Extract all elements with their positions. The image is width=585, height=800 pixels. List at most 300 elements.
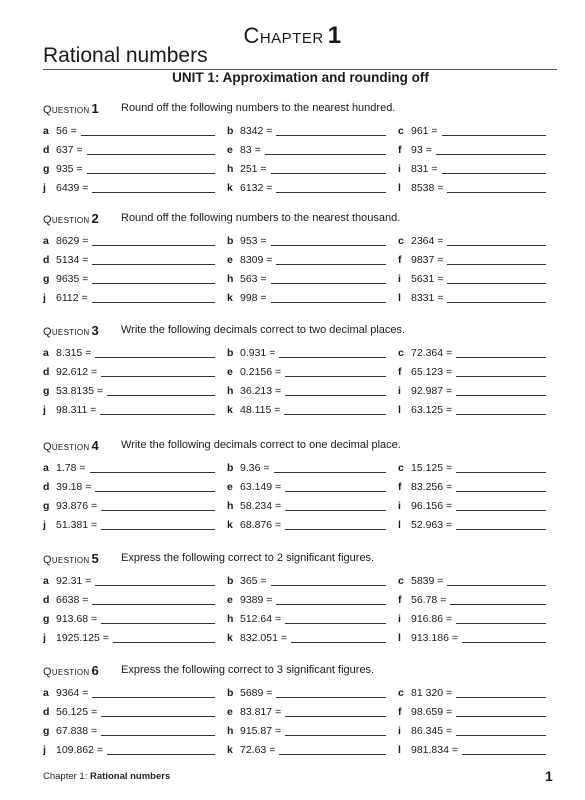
exercise-item bbox=[398, 481, 558, 493]
exercise-row bbox=[43, 159, 563, 178]
exercise-item bbox=[227, 182, 398, 194]
answer-line[interactable] bbox=[447, 182, 546, 193]
item-expression: 935 = bbox=[56, 162, 83, 175]
answer-line[interactable] bbox=[92, 235, 215, 246]
answer-line[interactable] bbox=[81, 125, 215, 136]
item-letter: f bbox=[398, 480, 402, 493]
question-word: Question bbox=[43, 440, 90, 453]
exercise-item bbox=[227, 575, 398, 587]
item-expression: 915.87 = bbox=[240, 724, 282, 737]
question-block bbox=[43, 98, 563, 197]
answer-line[interactable] bbox=[285, 500, 386, 511]
item-letter: g bbox=[43, 612, 50, 625]
item-letter: e bbox=[227, 705, 233, 718]
item-expression: 65.123 = bbox=[411, 365, 453, 378]
item-expression: 5134 = bbox=[56, 253, 89, 266]
item-expression: 9635 = bbox=[56, 272, 89, 285]
answer-line[interactable] bbox=[276, 254, 386, 265]
answer-line[interactable] bbox=[276, 125, 386, 136]
chapter-word: Chapter bbox=[243, 23, 324, 48]
exercise-item bbox=[398, 163, 558, 175]
exercise-item bbox=[227, 500, 398, 512]
item-letter: g bbox=[43, 272, 50, 285]
answer-line[interactable] bbox=[271, 163, 386, 174]
exercise-item bbox=[43, 462, 227, 474]
exercise-row bbox=[43, 609, 563, 628]
item-expression: 9364 = bbox=[56, 686, 89, 699]
item-letter: a bbox=[43, 234, 49, 247]
answer-line[interactable] bbox=[92, 687, 215, 698]
exercise-item bbox=[227, 366, 398, 378]
answer-line[interactable] bbox=[92, 273, 215, 284]
answer-line[interactable] bbox=[100, 404, 215, 415]
item-letter: h bbox=[227, 272, 234, 285]
question-number: 3 bbox=[91, 322, 100, 338]
answer-line[interactable] bbox=[456, 519, 546, 530]
answer-line[interactable] bbox=[274, 462, 387, 473]
item-expression: 93 = bbox=[411, 143, 432, 156]
answer-line[interactable] bbox=[442, 163, 546, 174]
answer-line[interactable] bbox=[271, 235, 386, 246]
item-expression: 52.963 = bbox=[411, 518, 453, 531]
exercise-row bbox=[43, 400, 563, 419]
answer-line[interactable] bbox=[107, 744, 215, 755]
answer-line[interactable] bbox=[284, 404, 386, 415]
item-letter: j bbox=[43, 518, 46, 531]
answer-line[interactable] bbox=[107, 385, 215, 396]
item-expression: 5839 = bbox=[411, 574, 444, 587]
answer-line[interactable] bbox=[462, 632, 546, 643]
exercise-item bbox=[398, 366, 558, 378]
exercise-item bbox=[227, 519, 398, 531]
exercise-row bbox=[43, 590, 563, 609]
item-letter: d bbox=[43, 365, 50, 378]
exercise-row bbox=[43, 496, 563, 515]
section-title: Rational numbers bbox=[43, 44, 208, 67]
answer-line[interactable] bbox=[456, 366, 546, 377]
item-letter: i bbox=[398, 612, 401, 625]
exercise-item bbox=[398, 613, 558, 625]
exercise-item bbox=[227, 385, 398, 397]
answer-line[interactable] bbox=[265, 144, 386, 155]
item-expression: 83.817 = bbox=[240, 705, 282, 718]
item-letter: c bbox=[398, 686, 404, 699]
item-letter: g bbox=[43, 724, 50, 737]
answer-line[interactable] bbox=[95, 575, 215, 586]
exercise-item bbox=[43, 385, 227, 397]
answer-line[interactable] bbox=[447, 273, 546, 284]
exercise-row bbox=[43, 140, 563, 159]
exercise-item bbox=[398, 144, 558, 156]
item-expression: 36.213 = bbox=[240, 384, 282, 397]
answer-line[interactable] bbox=[450, 594, 546, 605]
question-instruction: Round off the following numbers to the nearest hundred. bbox=[121, 102, 396, 114]
answer-line[interactable] bbox=[447, 575, 546, 586]
answer-line[interactable] bbox=[447, 292, 546, 303]
answer-line[interactable] bbox=[92, 182, 215, 193]
item-expression: 563 = bbox=[240, 272, 267, 285]
answer-line[interactable] bbox=[95, 481, 215, 492]
page-footer bbox=[43, 771, 170, 782]
question-word: Question bbox=[43, 325, 90, 338]
exercise-item bbox=[398, 519, 558, 531]
item-expression: 63.125 = bbox=[411, 403, 453, 416]
item-expression: 98.659 = bbox=[411, 705, 453, 718]
exercise-item bbox=[227, 706, 398, 718]
item-expression: 86.345 = bbox=[411, 724, 453, 737]
item-letter: k bbox=[227, 631, 233, 644]
item-letter: k bbox=[227, 403, 233, 416]
exercise-row bbox=[43, 381, 563, 400]
answer-line[interactable] bbox=[456, 404, 546, 415]
item-expression: 8.315 = bbox=[56, 346, 92, 359]
item-expression: 1925.125 = bbox=[56, 631, 109, 644]
answer-line[interactable] bbox=[276, 594, 386, 605]
item-expression: 93.876 = bbox=[56, 499, 98, 512]
answer-line[interactable] bbox=[456, 613, 546, 624]
item-letter: a bbox=[43, 574, 49, 587]
item-expression: 92.987 = bbox=[411, 384, 453, 397]
question-number: 4 bbox=[91, 437, 100, 453]
exercise-item bbox=[227, 594, 398, 606]
exercise-item bbox=[227, 404, 398, 416]
exercise-item bbox=[43, 613, 227, 625]
exercise-item bbox=[398, 125, 558, 137]
item-letter: e bbox=[227, 593, 233, 606]
answer-line[interactable] bbox=[285, 725, 386, 736]
item-expression: 5631 = bbox=[411, 272, 444, 285]
question-word: Question bbox=[43, 665, 90, 678]
answer-line[interactable] bbox=[285, 481, 386, 492]
question-label bbox=[43, 663, 121, 678]
item-letter: f bbox=[398, 143, 402, 156]
item-expression: 96.156 = bbox=[411, 499, 453, 512]
exercise-row bbox=[43, 121, 563, 140]
answer-line[interactable] bbox=[279, 347, 386, 358]
exercise-item bbox=[227, 254, 398, 266]
item-expression: 981.834 = bbox=[411, 743, 459, 756]
item-expression: 56.78 = bbox=[411, 593, 447, 606]
question-label bbox=[43, 101, 121, 116]
answer-line[interactable] bbox=[101, 613, 215, 624]
item-letter: b bbox=[227, 346, 234, 359]
item-letter: d bbox=[43, 593, 50, 606]
item-expression: 512.64 = bbox=[240, 612, 282, 625]
answer-line[interactable] bbox=[456, 347, 546, 358]
item-letter: c bbox=[398, 346, 404, 359]
exercise-row bbox=[43, 269, 563, 288]
answer-line[interactable] bbox=[442, 125, 546, 136]
chapter-number: 1 bbox=[327, 22, 342, 49]
answer-line[interactable] bbox=[101, 706, 215, 717]
question-instruction: Express the following correct to 2 significant figures. bbox=[121, 552, 375, 564]
answer-line[interactable] bbox=[456, 687, 546, 698]
exercise-item bbox=[43, 366, 227, 378]
question-instruction: Express the following correct to 3 significant figures. bbox=[121, 664, 375, 676]
exercise-item bbox=[227, 144, 398, 156]
question-instruction: Round off the following numbers to the nearest thousand. bbox=[121, 212, 401, 224]
item-expression: 953 = bbox=[240, 234, 267, 247]
exercise-item bbox=[398, 725, 558, 737]
item-expression: 53.8135 = bbox=[56, 384, 104, 397]
item-letter: e bbox=[227, 253, 233, 266]
exercise-item bbox=[43, 519, 227, 531]
item-expression: 8538 = bbox=[411, 181, 444, 194]
item-expression: 913.68 = bbox=[56, 612, 98, 625]
answer-line[interactable] bbox=[92, 254, 215, 265]
exercise-row bbox=[43, 702, 563, 721]
item-expression: 5689 = bbox=[240, 686, 273, 699]
item-letter: i bbox=[398, 499, 401, 512]
exercise-row bbox=[43, 343, 563, 362]
item-letter: b bbox=[227, 234, 234, 247]
answer-line[interactable] bbox=[92, 292, 215, 303]
exercise-item bbox=[227, 744, 398, 756]
answer-line[interactable] bbox=[87, 144, 215, 155]
item-expression: 831 = bbox=[411, 162, 438, 175]
answer-line[interactable] bbox=[285, 366, 386, 377]
item-letter: d bbox=[43, 143, 50, 156]
question-header bbox=[43, 98, 563, 118]
item-expression: 39.18 = bbox=[56, 480, 92, 493]
exercise-item bbox=[227, 292, 398, 304]
exercise-item bbox=[43, 163, 227, 175]
exercise-row bbox=[43, 362, 563, 381]
item-expression: 83.256 = bbox=[411, 480, 453, 493]
answer-line[interactable] bbox=[462, 744, 546, 755]
exercise-item bbox=[398, 575, 558, 587]
item-expression: 0.931 = bbox=[240, 346, 276, 359]
item-letter: b bbox=[227, 461, 234, 474]
exercise-item bbox=[398, 594, 558, 606]
answer-line[interactable] bbox=[456, 462, 546, 473]
exercise-item bbox=[398, 292, 558, 304]
exercise-item bbox=[43, 125, 227, 137]
answer-line[interactable] bbox=[101, 725, 215, 736]
exercise-item bbox=[227, 725, 398, 737]
item-expression: 92.31 = bbox=[56, 574, 92, 587]
item-expression: 51.381 = bbox=[56, 518, 98, 531]
answer-line[interactable] bbox=[92, 594, 215, 605]
exercise-item bbox=[43, 632, 227, 644]
footer-chapter-name: Rational numbers bbox=[90, 771, 171, 782]
item-letter: i bbox=[398, 724, 401, 737]
item-expression: 72.63 = bbox=[240, 743, 276, 756]
item-letter: a bbox=[43, 686, 49, 699]
exercise-item bbox=[43, 144, 227, 156]
item-expression: 68.876 = bbox=[240, 518, 282, 531]
answer-line[interactable] bbox=[436, 144, 546, 155]
answer-line[interactable] bbox=[456, 706, 546, 717]
exercise-row bbox=[43, 178, 563, 197]
exercise-item bbox=[43, 594, 227, 606]
item-letter: e bbox=[227, 143, 233, 156]
question-block bbox=[43, 660, 563, 759]
exercise-item bbox=[398, 632, 558, 644]
item-expression: 832.051 = bbox=[240, 631, 288, 644]
item-letter: c bbox=[398, 234, 404, 247]
item-expression: 8629 = bbox=[56, 234, 89, 247]
item-letter: l bbox=[398, 518, 401, 531]
exercise-item bbox=[43, 687, 227, 699]
exercise-item bbox=[43, 254, 227, 266]
answer-line[interactable] bbox=[285, 519, 386, 530]
question-label bbox=[43, 323, 121, 338]
item-letter: j bbox=[43, 181, 46, 194]
item-expression: 9389 = bbox=[240, 593, 273, 606]
item-letter: b bbox=[227, 124, 234, 137]
exercise-item bbox=[398, 462, 558, 474]
question-label bbox=[43, 551, 121, 566]
item-letter: h bbox=[227, 499, 234, 512]
exercise-item bbox=[43, 347, 227, 359]
item-letter: c bbox=[398, 124, 404, 137]
item-letter: b bbox=[227, 574, 234, 587]
answer-line[interactable] bbox=[90, 462, 216, 473]
item-expression: 998 = bbox=[240, 291, 267, 304]
answer-line[interactable] bbox=[113, 632, 215, 643]
answer-line[interactable] bbox=[291, 632, 386, 643]
item-letter: f bbox=[398, 593, 402, 606]
exercise-row bbox=[43, 740, 563, 759]
answer-line[interactable] bbox=[456, 481, 546, 492]
exercise-item bbox=[43, 744, 227, 756]
answer-line[interactable] bbox=[276, 687, 386, 698]
exercise-item bbox=[227, 163, 398, 175]
item-letter: l bbox=[398, 631, 401, 644]
answer-line[interactable] bbox=[101, 500, 215, 511]
exercise-item bbox=[227, 481, 398, 493]
answer-line[interactable] bbox=[101, 366, 215, 377]
question-header bbox=[43, 548, 563, 568]
answer-line[interactable] bbox=[279, 744, 386, 755]
exercise-item bbox=[227, 632, 398, 644]
answer-line[interactable] bbox=[285, 613, 386, 624]
answer-line[interactable] bbox=[271, 575, 386, 586]
item-expression: 1.78 = bbox=[56, 461, 86, 474]
exercise-item bbox=[398, 706, 558, 718]
question-number: 5 bbox=[91, 550, 100, 566]
exercise-item bbox=[43, 235, 227, 247]
footer-chapter-prefix: Chapter 1: bbox=[43, 771, 88, 782]
answer-line[interactable] bbox=[285, 385, 386, 396]
item-letter: i bbox=[398, 384, 401, 397]
answer-line[interactable] bbox=[271, 292, 386, 303]
item-letter: k bbox=[227, 291, 233, 304]
item-letter: l bbox=[398, 291, 401, 304]
item-letter: g bbox=[43, 499, 50, 512]
exercise-item bbox=[398, 385, 558, 397]
exercise-row bbox=[43, 721, 563, 740]
question-number: 1 bbox=[91, 100, 100, 116]
answer-line[interactable] bbox=[87, 163, 215, 174]
item-expression: 109.862 = bbox=[56, 743, 104, 756]
item-expression: 56 = bbox=[56, 124, 77, 137]
question-instruction: Write the following decimals correct to one decimal place. bbox=[121, 439, 401, 451]
question-block bbox=[43, 548, 563, 647]
answer-line[interactable] bbox=[447, 254, 546, 265]
question-header bbox=[43, 660, 563, 680]
item-expression: 916.86 = bbox=[411, 612, 453, 625]
item-letter: h bbox=[227, 384, 234, 397]
exercise-item bbox=[43, 273, 227, 285]
answer-line[interactable] bbox=[456, 500, 546, 511]
answer-line[interactable] bbox=[456, 385, 546, 396]
answer-line[interactable] bbox=[95, 347, 215, 358]
item-expression: 8342 = bbox=[240, 124, 273, 137]
question-block bbox=[43, 320, 563, 419]
item-expression: 81 320 = bbox=[411, 686, 453, 699]
answer-line[interactable] bbox=[271, 273, 386, 284]
exercise-item bbox=[227, 613, 398, 625]
item-letter: d bbox=[43, 705, 50, 718]
item-expression: 92.612 = bbox=[56, 365, 98, 378]
item-letter: l bbox=[398, 743, 401, 756]
exercise-item bbox=[398, 500, 558, 512]
exercise-item bbox=[398, 404, 558, 416]
item-letter: k bbox=[227, 518, 233, 531]
item-expression: 0.2156 = bbox=[240, 365, 282, 378]
exercise-row bbox=[43, 515, 563, 534]
item-letter: e bbox=[227, 365, 233, 378]
exercise-item bbox=[398, 273, 558, 285]
answer-line[interactable] bbox=[447, 235, 546, 246]
item-letter: a bbox=[43, 124, 49, 137]
page-number: 1 bbox=[545, 768, 553, 784]
item-letter: b bbox=[227, 686, 234, 699]
item-letter: d bbox=[43, 253, 50, 266]
exercise-item bbox=[227, 125, 398, 137]
item-expression: 6112 = bbox=[56, 291, 88, 304]
exercise-item bbox=[43, 481, 227, 493]
item-letter: f bbox=[398, 705, 402, 718]
item-expression: 6439 = bbox=[56, 181, 89, 194]
item-expression: 48.115 = bbox=[240, 403, 281, 416]
question-word: Question bbox=[43, 553, 90, 566]
item-letter: a bbox=[43, 461, 49, 474]
question-word: Question bbox=[43, 103, 90, 116]
exercise-row bbox=[43, 288, 563, 307]
answer-line[interactable] bbox=[101, 519, 215, 530]
question-word: Question bbox=[43, 213, 90, 226]
item-expression: 8309 = bbox=[240, 253, 273, 266]
item-expression: 637 = bbox=[56, 143, 83, 156]
item-expression: 67.838 = bbox=[56, 724, 98, 737]
answer-line[interactable] bbox=[456, 725, 546, 736]
item-expression: 58.234 = bbox=[240, 499, 282, 512]
answer-line[interactable] bbox=[276, 182, 386, 193]
answer-line[interactable] bbox=[285, 706, 386, 717]
item-expression: 83 = bbox=[240, 143, 261, 156]
question-block bbox=[43, 435, 563, 534]
item-expression: 63.149 = bbox=[240, 480, 282, 493]
item-letter: d bbox=[43, 480, 50, 493]
item-letter: k bbox=[227, 743, 233, 756]
exercise-row bbox=[43, 250, 563, 269]
exercise-item bbox=[43, 725, 227, 737]
exercise-item bbox=[227, 273, 398, 285]
item-expression: 251 = bbox=[240, 162, 267, 175]
item-letter: i bbox=[398, 162, 401, 175]
question-label bbox=[43, 211, 121, 226]
exercise-item bbox=[398, 744, 558, 756]
exercise-item bbox=[227, 462, 398, 474]
exercise-row bbox=[43, 477, 563, 496]
exercise-item bbox=[227, 347, 398, 359]
item-letter: j bbox=[43, 743, 46, 756]
exercise-item bbox=[43, 706, 227, 718]
item-letter: l bbox=[398, 403, 401, 416]
